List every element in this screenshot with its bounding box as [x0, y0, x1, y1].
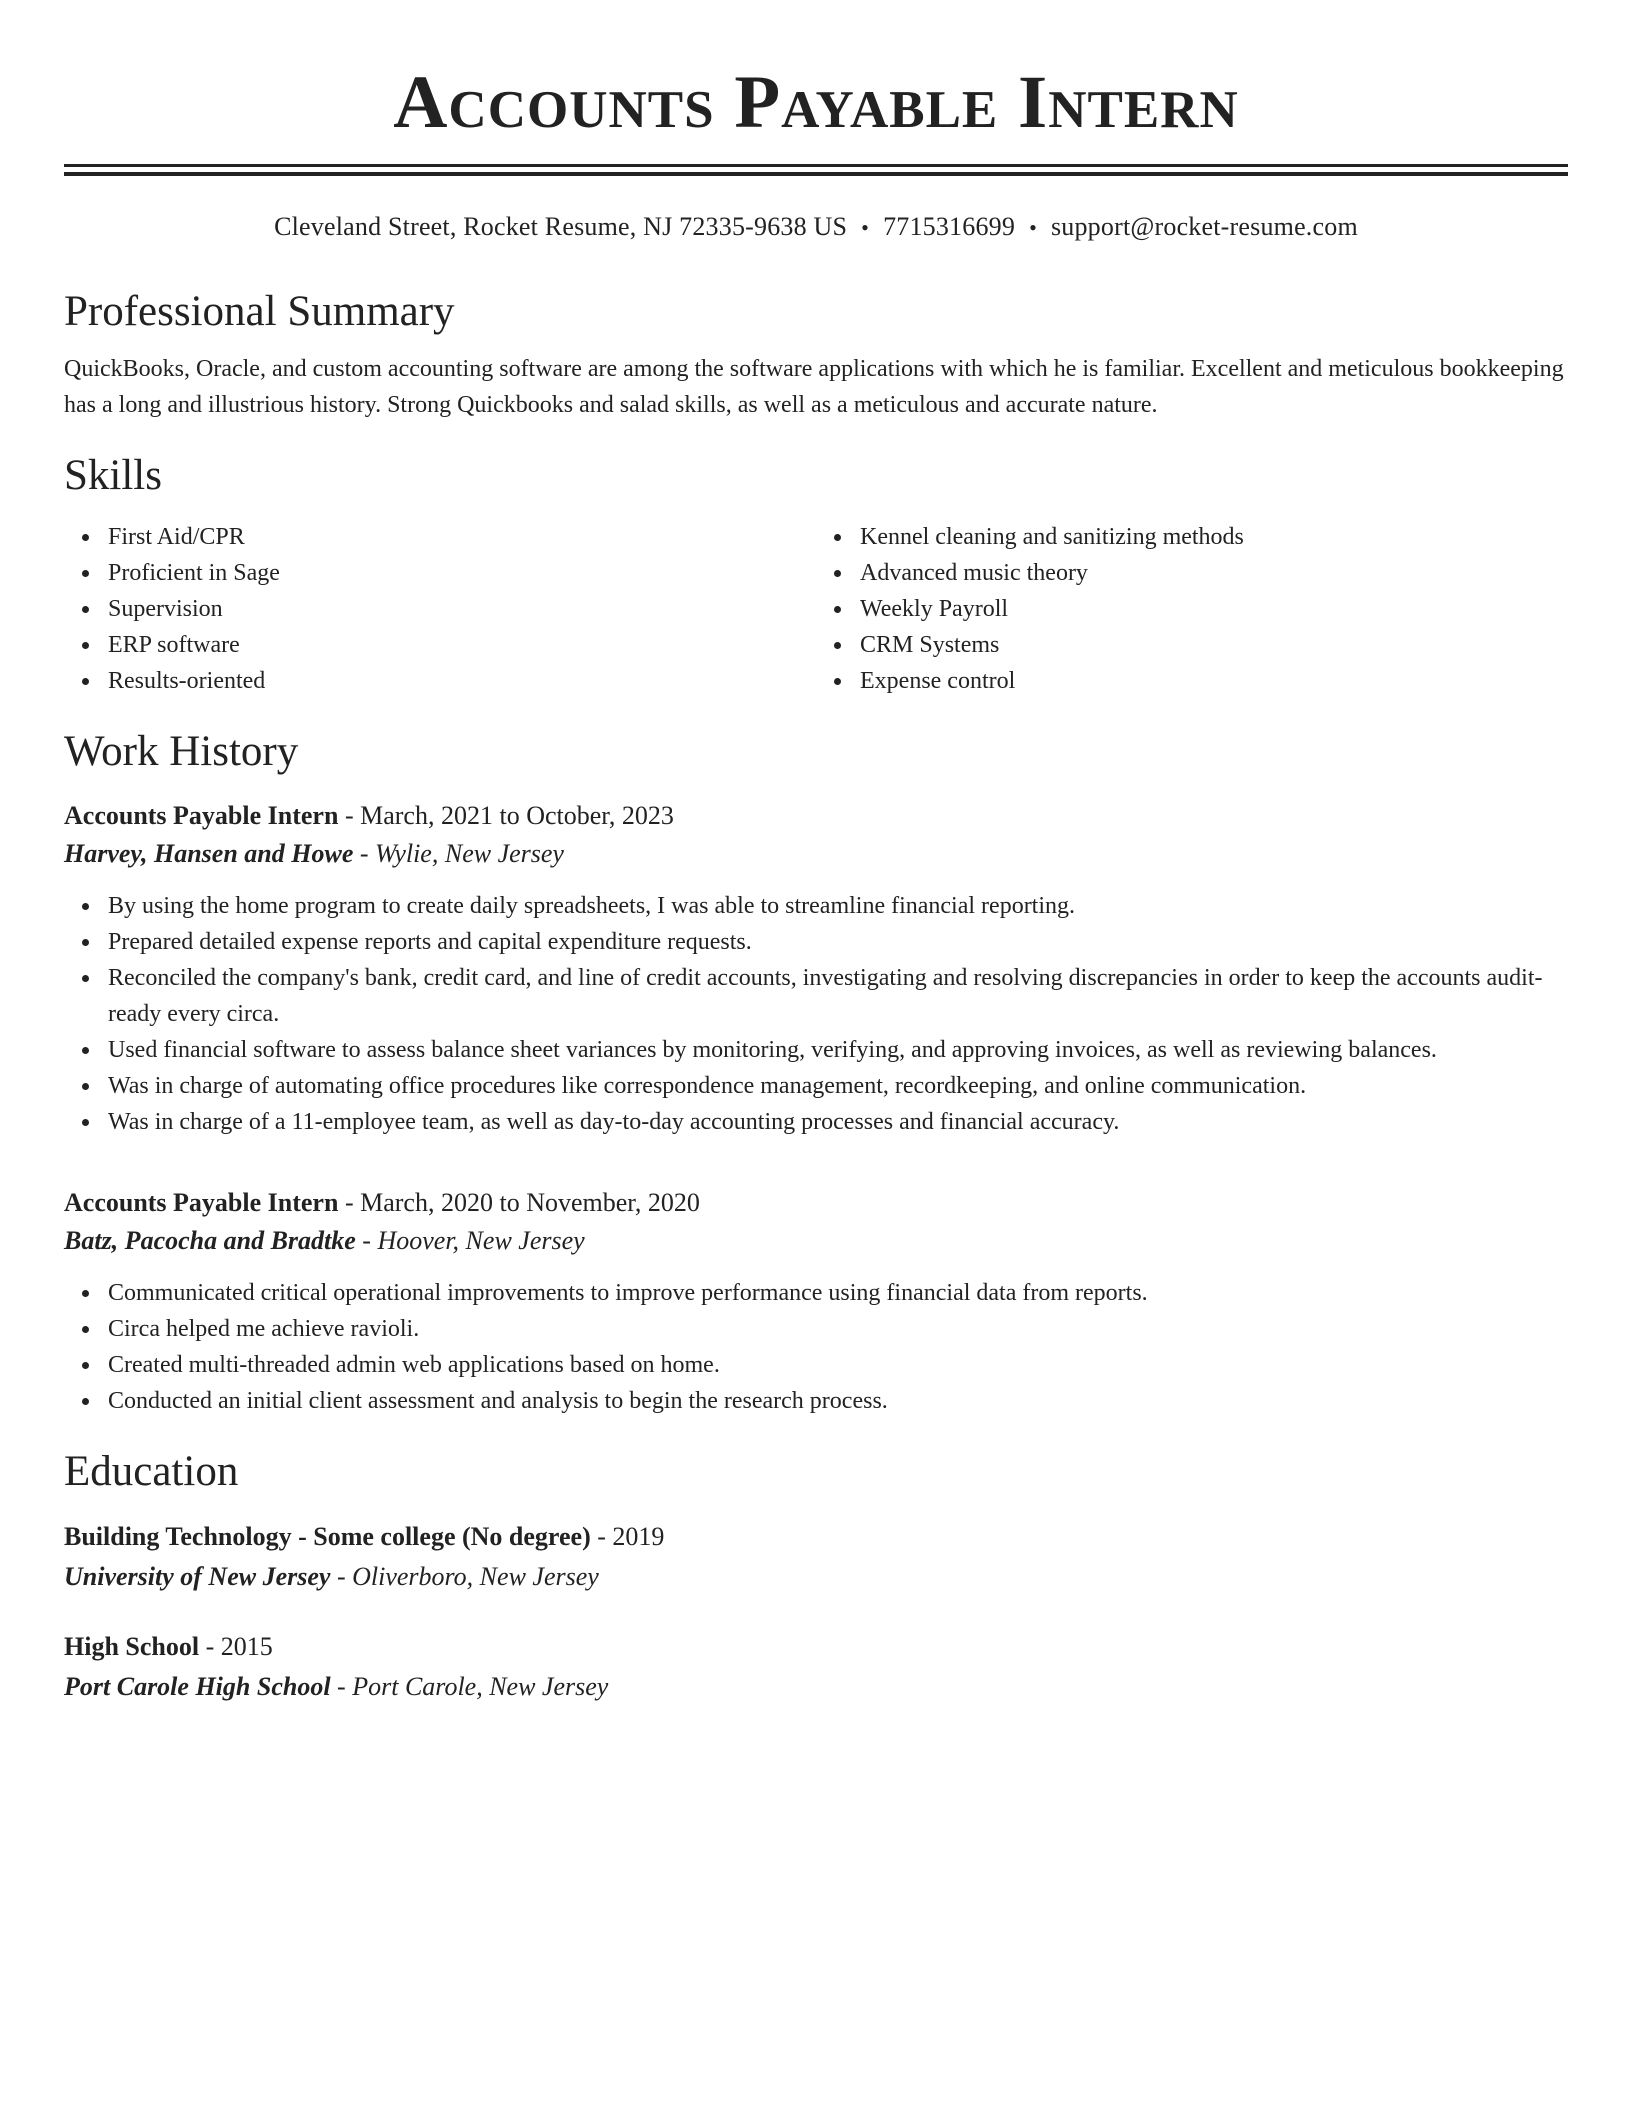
- contact-email: support@rocket-resume.com: [1050, 212, 1358, 241]
- work-history-heading: Work History: [64, 728, 299, 775]
- education-degree: Building Technology - Some college (No degree): [64, 1522, 591, 1551]
- contact-phone: 7715316699: [883, 212, 1016, 241]
- contact-separator: •: [861, 215, 870, 240]
- job-company: Harvey, Hansen and Howe: [64, 839, 354, 868]
- education-entry: [64, 1627, 1568, 1707]
- job-bullet: Communicated critical operational improvements to improve performance using financial data from reports.: [108, 1275, 1568, 1311]
- skill-item: First Aid/CPR: [108, 519, 816, 555]
- contact-address: Cleveland Street, Rocket Resume, NJ 72335-9638 US: [274, 212, 848, 241]
- skill-item: CRM Systems: [860, 627, 1568, 663]
- contact-separator: •: [1029, 215, 1037, 240]
- skill-item: Kennel cleaning and sanitizing methods: [860, 519, 1568, 555]
- job-bullet: Reconciled the company's bank, credit card, and line of credit accounts, investigating and resolving discrepancies in order to keep the accounts audit-ready every circa.: [108, 960, 1568, 1032]
- job-company-line: Batz, Pacocha and Bradtke - Hoover, New Jersey: [64, 1226, 585, 1255]
- skill-item: Weekly Payroll: [860, 591, 1568, 627]
- education-school: Port Carole High School: [64, 1672, 331, 1701]
- job-title-line: Accounts Payable Intern - March, 2020 to November, 2020: [64, 1188, 700, 1217]
- contact-line: [64, 210, 1568, 245]
- job-bullet: Prepared detailed expense reports and capital expenditure requests.: [108, 924, 1568, 960]
- job-title: Accounts Payable Intern: [64, 1188, 339, 1217]
- education-location: Oliverboro, New Jersey: [352, 1562, 599, 1591]
- job-bullet: Was in charge of automating office procedures like correspondence management, recordkeeping, and online communication.: [108, 1068, 1568, 1104]
- job-bullets: [64, 1275, 1568, 1419]
- skill-item: Advanced music theory: [860, 555, 1568, 591]
- resume-title: Accounts Payable Intern: [393, 61, 1239, 144]
- skill-item: Expense control: [860, 663, 1568, 699]
- title-rule-bottom: [64, 172, 1568, 176]
- education-degree-line: Building Technology - Some college (No degree) - 2019: [64, 1522, 665, 1551]
- education-school-line: Port Carole High School - Port Carole, New Jersey: [64, 1672, 609, 1701]
- job-title-line: Accounts Payable Intern - March, 2021 to October, 2023: [64, 801, 674, 830]
- skill-item: ERP software: [108, 627, 816, 663]
- skill-item: Supervision: [108, 591, 816, 627]
- job-bullet: Circa helped me achieve ravioli.: [108, 1311, 1568, 1347]
- job-title: Accounts Payable Intern: [64, 801, 339, 830]
- job-dates: March, 2021 to October, 2023: [360, 801, 674, 830]
- education-school-line: University of New Jersey - Oliverboro, New Jersey: [64, 1562, 599, 1591]
- job-bullet: By using the home program to create daily spreadsheets, I was able to streamline financial reporting.: [108, 888, 1568, 924]
- education-heading: Education: [64, 1448, 239, 1495]
- skill-item: Results-oriented: [108, 663, 816, 699]
- skill-item: Proficient in Sage: [108, 555, 816, 591]
- job-bullets: [64, 888, 1568, 1140]
- education-year: 2019: [612, 1522, 665, 1551]
- job-location: Wylie, New Jersey: [375, 839, 564, 868]
- education-entry: [64, 1517, 1568, 1597]
- skills-column-left: [64, 519, 816, 699]
- education-year: 2015: [220, 1632, 273, 1661]
- education-location: Port Carole, New Jersey: [352, 1672, 609, 1701]
- education-degree: High School: [64, 1632, 200, 1661]
- job-location: Hoover, New Jersey: [377, 1226, 585, 1255]
- education-school: University of New Jersey: [64, 1562, 331, 1591]
- skills-column-right: [816, 519, 1568, 699]
- summary-text: QuickBooks, Oracle, and custom accounting software are among the software applications with which he is familiar. Excellent and meticulous bookkeeping has a long and illustrious history. Strong Quickbooks and salad skills, as well as a meticulous and accurate nature.: [64, 356, 1564, 418]
- job-bullet: Created multi-threaded admin web applications based on home.: [108, 1347, 1568, 1383]
- title-rule-top: [64, 164, 1568, 167]
- job-entry: [64, 797, 1568, 1140]
- skills-grid: [64, 519, 1568, 699]
- job-dates: March, 2020 to November, 2020: [360, 1188, 700, 1217]
- summary-heading: Professional Summary: [64, 288, 455, 335]
- job-bullet: Was in charge of a 11-employee team, as well as day-to-day accounting processes and financial accuracy.: [108, 1104, 1568, 1140]
- skills-heading: Skills: [64, 452, 162, 499]
- job-company: Batz, Pacocha and Bradtke: [64, 1226, 356, 1255]
- job-company-line: Harvey, Hansen and Howe - Wylie, New Jersey: [64, 839, 564, 868]
- job-bullet: Conducted an initial client assessment and analysis to begin the research process.: [108, 1383, 1568, 1419]
- job-entry: [64, 1184, 1568, 1419]
- job-bullet: Used financial software to assess balance sheet variances by monitoring, verifying, and approving invoices, as well as reviewing balances.: [108, 1032, 1568, 1068]
- education-degree-line: High School - 2015: [64, 1632, 273, 1661]
